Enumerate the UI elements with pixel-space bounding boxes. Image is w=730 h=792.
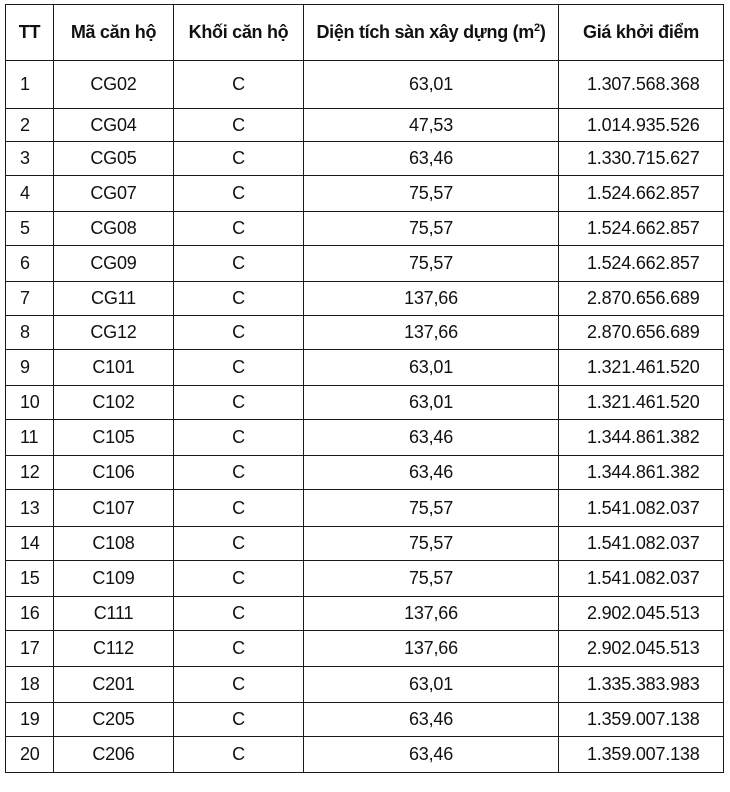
table-row <box>6 282 724 316</box>
table-row <box>6 109 724 142</box>
row-number: 19 <box>6 703 54 737</box>
block-name: C <box>174 667 304 703</box>
row-number: 16 <box>6 597 54 631</box>
header-row <box>6 5 724 61</box>
table-row <box>6 316 724 350</box>
floor-area: 63,46 <box>304 142 559 176</box>
floor-area: 75,57 <box>304 176 559 212</box>
starting-price: 1.524.662.857 <box>559 176 724 212</box>
floor-area: 63,46 <box>304 456 559 490</box>
header-apartment-code: Mã căn hộ <box>54 5 174 61</box>
starting-price: 1.014.935.526 <box>559 109 724 142</box>
header-floor-area-unit-exponent: 2 <box>534 22 540 34</box>
starting-price: 1.321.461.520 <box>559 350 724 386</box>
header-tt: TT <box>6 5 54 61</box>
table-row <box>6 386 724 420</box>
apartment-code: C105 <box>54 420 174 456</box>
table-row <box>6 527 724 561</box>
floor-area: 47,53 <box>304 109 559 142</box>
block-name: C <box>174 561 304 597</box>
row-number: 10 <box>6 386 54 420</box>
block-name: C <box>174 703 304 737</box>
apartment-code: C205 <box>54 703 174 737</box>
block-name: C <box>174 420 304 456</box>
block-name: C <box>174 212 304 246</box>
block-name: C <box>174 386 304 420</box>
row-number: 2 <box>6 109 54 142</box>
block-name: C <box>174 456 304 490</box>
apartment-code: C201 <box>54 667 174 703</box>
block-name: C <box>174 109 304 142</box>
floor-area: 75,57 <box>304 246 559 282</box>
floor-area: 75,57 <box>304 490 559 527</box>
block-name: C <box>174 282 304 316</box>
row-number: 3 <box>6 142 54 176</box>
block-name: C <box>174 61 304 109</box>
table-row <box>6 737 724 773</box>
starting-price: 1.330.715.627 <box>559 142 724 176</box>
floor-area: 137,66 <box>304 631 559 667</box>
floor-area: 63,01 <box>304 386 559 420</box>
table-row <box>6 420 724 456</box>
block-name: C <box>174 316 304 350</box>
starting-price: 1.344.861.382 <box>559 456 724 490</box>
apartment-code: CG05 <box>54 142 174 176</box>
block-name: C <box>174 176 304 212</box>
apartment-code: C108 <box>54 527 174 561</box>
row-number: 20 <box>6 737 54 773</box>
apartment-code: C206 <box>54 737 174 773</box>
floor-area: 63,46 <box>304 703 559 737</box>
floor-area: 75,57 <box>304 527 559 561</box>
starting-price: 2.870.656.689 <box>559 282 724 316</box>
floor-area: 137,66 <box>304 597 559 631</box>
apartment-code: CG12 <box>54 316 174 350</box>
apartment-code: CG09 <box>54 246 174 282</box>
row-number: 11 <box>6 420 54 456</box>
starting-price: 2.902.045.513 <box>559 597 724 631</box>
apartment-code: CG04 <box>54 109 174 142</box>
apartment-code: CG02 <box>54 61 174 109</box>
apartment-code: C102 <box>54 386 174 420</box>
floor-area: 137,66 <box>304 316 559 350</box>
table-row <box>6 490 724 527</box>
row-number: 12 <box>6 456 54 490</box>
starting-price: 1.541.082.037 <box>559 561 724 597</box>
table-row <box>6 703 724 737</box>
row-number: 4 <box>6 176 54 212</box>
floor-area: 63,01 <box>304 667 559 703</box>
table-row <box>6 561 724 597</box>
row-number: 17 <box>6 631 54 667</box>
header-starting-price: Giá khởi điểm <box>559 5 724 61</box>
row-number: 13 <box>6 490 54 527</box>
starting-price: 1.335.383.983 <box>559 667 724 703</box>
table-row <box>6 176 724 212</box>
floor-area: 63,01 <box>304 350 559 386</box>
table-row <box>6 61 724 109</box>
header-floor-area-close: ) <box>539 22 546 42</box>
table-row <box>6 456 724 490</box>
block-name: C <box>174 631 304 667</box>
row-number: 5 <box>6 212 54 246</box>
apartment-code: C112 <box>54 631 174 667</box>
row-number: 15 <box>6 561 54 597</box>
table-row <box>6 142 724 176</box>
table-row <box>6 631 724 667</box>
apartment-price-table <box>5 4 724 773</box>
table-row <box>6 667 724 703</box>
header-block: Khối căn hộ <box>174 5 304 61</box>
starting-price: 1.524.662.857 <box>559 246 724 282</box>
apartment-code: C101 <box>54 350 174 386</box>
starting-price: 1.307.568.368 <box>559 61 724 109</box>
starting-price: 1.321.461.520 <box>559 386 724 420</box>
floor-area: 63,46 <box>304 737 559 773</box>
apartment-code: C106 <box>54 456 174 490</box>
row-number: 6 <box>6 246 54 282</box>
floor-area: 63,01 <box>304 61 559 109</box>
apartment-code: CG08 <box>54 212 174 246</box>
table-row <box>6 597 724 631</box>
block-name: C <box>174 350 304 386</box>
header-floor-area-text: Diện tích sàn xây dựng (m <box>316 22 535 42</box>
row-number: 9 <box>6 350 54 386</box>
starting-price: 1.359.007.138 <box>559 703 724 737</box>
row-number: 8 <box>6 316 54 350</box>
starting-price: 1.359.007.138 <box>559 737 724 773</box>
table-body <box>6 61 724 773</box>
apartment-code: C109 <box>54 561 174 597</box>
table-row <box>6 246 724 282</box>
block-name: C <box>174 142 304 176</box>
row-number: 1 <box>6 61 54 109</box>
table-row <box>6 212 724 246</box>
row-number: 7 <box>6 282 54 316</box>
block-name: C <box>174 597 304 631</box>
floor-area: 75,57 <box>304 561 559 597</box>
table-header <box>6 5 724 61</box>
starting-price: 2.870.656.689 <box>559 316 724 350</box>
apartment-code: C111 <box>54 597 174 631</box>
starting-price: 1.344.861.382 <box>559 420 724 456</box>
starting-price: 1.524.662.857 <box>559 212 724 246</box>
starting-price: 2.902.045.513 <box>559 631 724 667</box>
block-name: C <box>174 527 304 561</box>
block-name: C <box>174 246 304 282</box>
apartment-code: C107 <box>54 490 174 527</box>
apartment-code: CG07 <box>54 176 174 212</box>
header-floor-area <box>304 5 559 61</box>
apartment-code: CG11 <box>54 282 174 316</box>
floor-area: 63,46 <box>304 420 559 456</box>
row-number: 14 <box>6 527 54 561</box>
floor-area: 75,57 <box>304 212 559 246</box>
block-name: C <box>174 737 304 773</box>
table-row <box>6 350 724 386</box>
starting-price: 1.541.082.037 <box>559 490 724 527</box>
block-name: C <box>174 490 304 527</box>
row-number: 18 <box>6 667 54 703</box>
floor-area: 137,66 <box>304 282 559 316</box>
starting-price: 1.541.082.037 <box>559 527 724 561</box>
